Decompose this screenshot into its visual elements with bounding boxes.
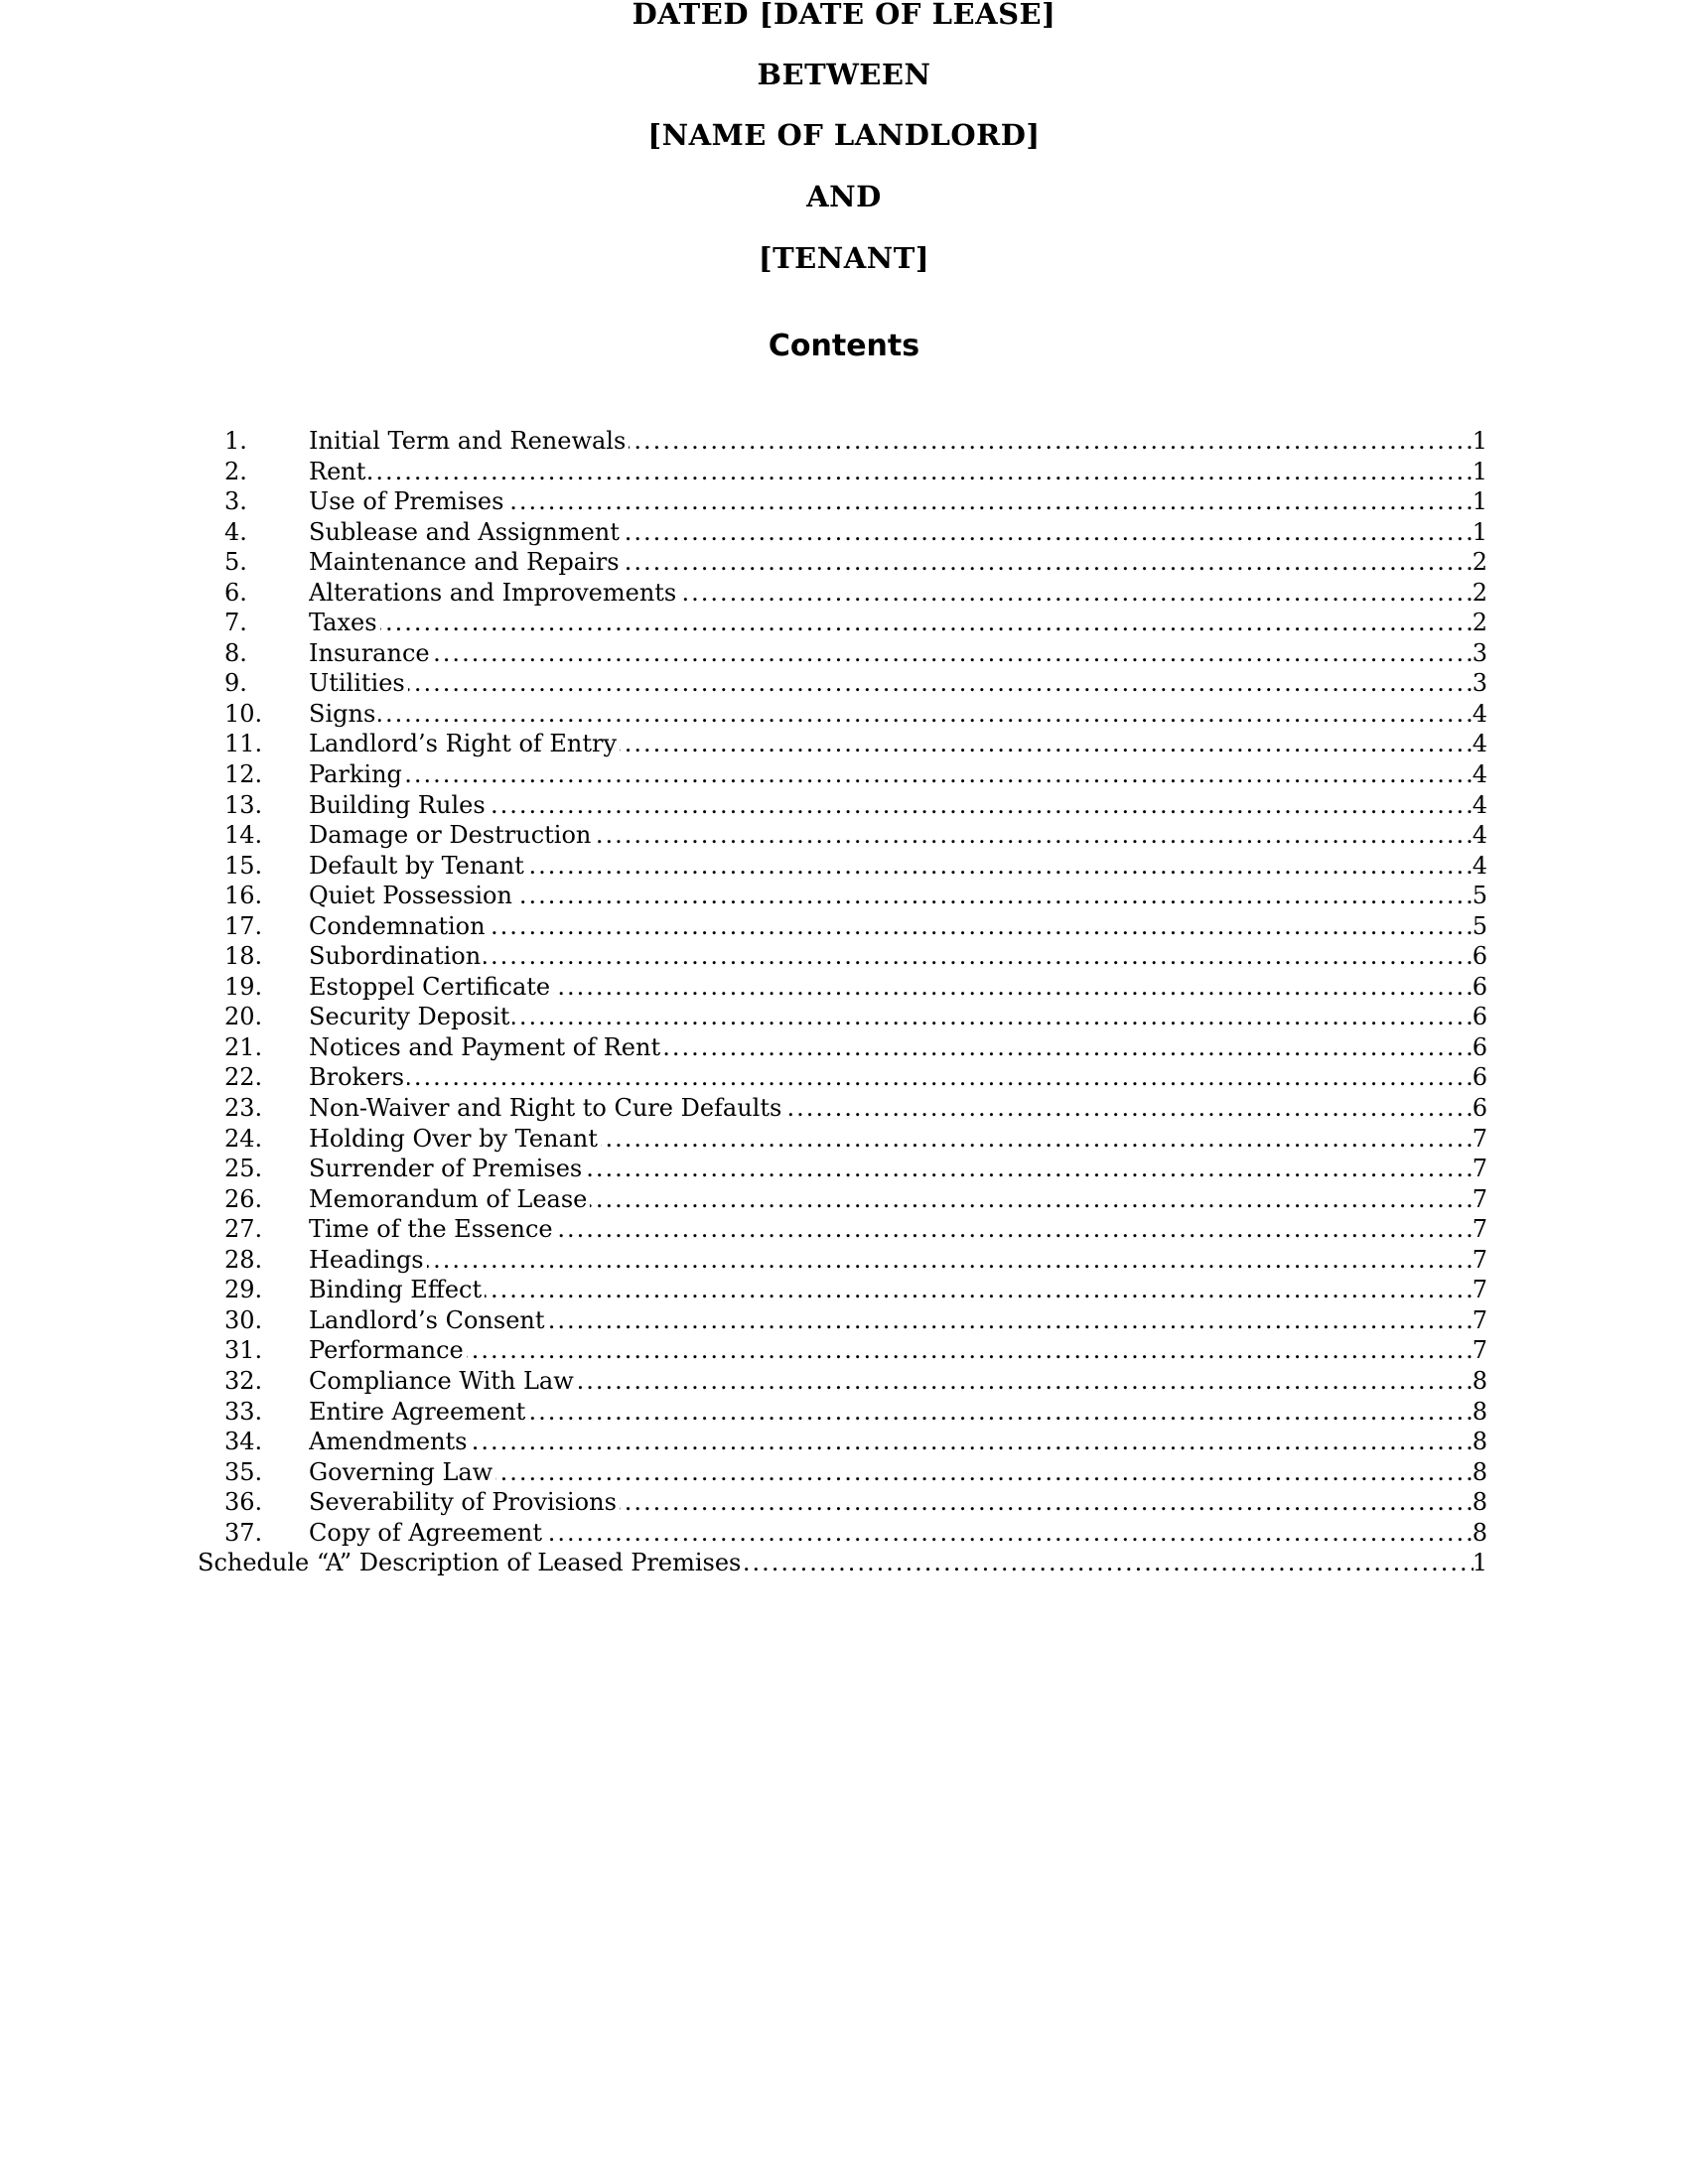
toc-entry-label: Landlord’s Right of Entry (309, 730, 620, 757)
toc-entry-title (309, 426, 1474, 457)
toc-entry-number: 28. (224, 1245, 263, 1274)
toc-entry[interactable] (198, 941, 1487, 972)
toc-entry-number: 22. (224, 1063, 263, 1092)
toc-entry-number: 15. (224, 851, 263, 880)
toc-entry-number: 31. (224, 1336, 263, 1365)
toc-entry-number: 33. (224, 1397, 263, 1426)
toc-entry-label: Subordination (309, 942, 484, 970)
toc-entry-title (309, 1487, 1474, 1518)
toc-entry-page: 8 (1472, 1366, 1487, 1395)
toc-entry-page: 8 (1472, 1488, 1487, 1517)
toc-entry-number: 24. (224, 1124, 263, 1153)
toc-entry-page: 7 (1472, 1245, 1487, 1274)
toc-entry-title (309, 941, 1474, 972)
between-line: BETWEEN (757, 58, 931, 91)
toc-entry-label: Alterations and Improvements (309, 579, 679, 607)
landlord-line: [NAME OF LANDLORD] (647, 118, 1041, 152)
toc-entry-page: 7 (1472, 1276, 1487, 1304)
toc-entry[interactable] (198, 759, 1487, 790)
toc-entry-label: Time of the Essence (309, 1215, 556, 1243)
toc-entry-number: 5. (224, 548, 247, 577)
toc-entry[interactable] (198, 1397, 1487, 1428)
toc-entry-number: 27. (224, 1215, 263, 1244)
toc-entry-label: Governing Law (309, 1458, 495, 1486)
toc-entry-title (309, 1245, 1474, 1276)
toc-entry[interactable] (198, 1245, 1487, 1276)
toc-entry-number: 36. (224, 1488, 263, 1517)
toc-entry-title (309, 1032, 1474, 1063)
toc-entry-label: Security Deposit (309, 1003, 512, 1030)
toc-entry-label: Use of Premises (309, 487, 506, 515)
dated-line: DATED [DATE OF LEASE] (632, 0, 1056, 31)
toc-entry[interactable] (198, 1457, 1487, 1488)
toc-entry-title (309, 1062, 1474, 1093)
toc-entry-number: 34. (224, 1428, 263, 1456)
toc-entry-number: 19. (224, 972, 263, 1001)
toc-entry-label: Signs (309, 700, 378, 728)
toc-entry-page: 5 (1472, 911, 1487, 940)
toc-entry[interactable] (198, 578, 1487, 609)
toc-entry[interactable] (198, 638, 1487, 669)
toc-entry-label: Holding Over by Tenant (309, 1125, 601, 1153)
toc-entry[interactable] (198, 820, 1487, 851)
toc-entry-number: 37. (224, 1518, 263, 1547)
toc-entry-label: Quiet Possession (309, 882, 515, 909)
toc-entry-title (309, 1335, 1474, 1366)
toc-entry[interactable] (198, 1214, 1487, 1245)
toc-entry[interactable] (198, 1124, 1487, 1155)
toc-entry-page: 6 (1472, 1094, 1487, 1123)
toc-entry-page: 8 (1472, 1457, 1487, 1486)
toc-entry-title (309, 1275, 1474, 1305)
toc-entry-label: Non-Waiver and Right to Cure Defaults (309, 1094, 784, 1122)
toc-entry-label: Utilities (309, 669, 408, 697)
toc-entry-number: 30. (224, 1305, 263, 1334)
toc-entry[interactable] (198, 972, 1487, 1003)
toc-entry-number: 3. (224, 487, 247, 516)
toc-entry-number: 26. (224, 1184, 263, 1213)
toc-entry-label: Surrender of Premises (309, 1155, 585, 1182)
toc-entry-title (309, 790, 1474, 821)
toc-entry-label: Condemnation (309, 912, 489, 940)
toc-entry-number: 23. (224, 1094, 263, 1123)
toc-entry[interactable] (198, 699, 1487, 730)
toc-entry-page: 4 (1472, 851, 1487, 880)
toc-entry-page: 7 (1472, 1305, 1487, 1334)
toc-entry-number: 35. (224, 1457, 263, 1486)
toc-entry-title (309, 729, 1474, 759)
toc-entry-label: Landlord’s Consent (309, 1306, 548, 1334)
toc-entry-title (309, 911, 1474, 942)
toc-entry-page: 7 (1472, 1155, 1487, 1183)
toc-entry-number: 7. (224, 609, 247, 637)
toc-entry-title (309, 851, 1474, 882)
toc-entry-page: 4 (1472, 821, 1487, 850)
toc-entry[interactable] (198, 1305, 1487, 1336)
toc-entry-number: 21. (224, 1032, 263, 1061)
toc-entry-label: Notices and Payment of Rent (309, 1033, 663, 1061)
toc-entry-page: 2 (1472, 609, 1487, 637)
toc-entry-number: 18. (224, 942, 263, 971)
toc-entry-page: 6 (1472, 1032, 1487, 1061)
toc-entry-page: 4 (1472, 730, 1487, 758)
contents-title: Contents (768, 329, 920, 363)
toc-entry-label: Sublease and Assignment (309, 518, 623, 546)
toc-entry-page: 1 (1472, 457, 1487, 485)
toc-entry-page: 7 (1472, 1336, 1487, 1365)
toc-entry-page: 7 (1472, 1184, 1487, 1213)
toc-entry-number: 20. (224, 1003, 263, 1031)
toc-entry-page: 1 (1472, 1549, 1487, 1577)
toc-entry-page: 4 (1472, 790, 1487, 819)
toc-entry-page: 7 (1472, 1124, 1487, 1153)
toc-entry[interactable] (198, 1184, 1487, 1215)
toc-entry-number: 8. (224, 638, 247, 667)
toc-entry[interactable] (198, 1518, 1487, 1549)
toc-entry-title (309, 1305, 1474, 1336)
toc-entry-title (309, 1518, 1474, 1549)
toc-entry-page: 8 (1472, 1428, 1487, 1456)
toc-entry-label: Building Rules (309, 791, 489, 819)
toc-entry-title (309, 1427, 1474, 1457)
toc-entry-title (309, 1397, 1474, 1428)
toc-entry-title (309, 1093, 1474, 1124)
toc-entry-number: 14. (224, 821, 263, 850)
table-of-contents (198, 426, 1487, 1578)
toc-entry-number: 2. (224, 457, 247, 485)
toc-entry[interactable] (198, 547, 1487, 578)
toc-entry-page: 6 (1472, 1003, 1487, 1031)
toc-entry-page: 7 (1472, 1215, 1487, 1244)
toc-entry-page: 3 (1472, 638, 1487, 667)
toc-entry-page: 3 (1472, 669, 1487, 698)
toc-entry-title (309, 486, 1474, 517)
toc-entry-title (309, 1214, 1474, 1245)
toc-entry-number: 6. (224, 578, 247, 607)
toc-entry-page: 2 (1472, 548, 1487, 577)
toc-entry-title (309, 759, 1474, 790)
toc-entry-number: 11. (224, 730, 263, 758)
toc-entry-number: 12. (224, 760, 263, 789)
toc-entry-title (309, 608, 1474, 638)
toc-entry-label: Entire Agreement (309, 1398, 528, 1426)
toc-entry-number: 16. (224, 882, 263, 910)
toc-entry-title (309, 578, 1474, 609)
toc-entry-title (309, 1184, 1474, 1215)
toc-entry-title (309, 972, 1474, 1003)
toc-entry-label: Maintenance and Repairs (309, 548, 623, 576)
toc-entry[interactable] (198, 1427, 1487, 1457)
toc-entry-title (309, 638, 1474, 669)
toc-entry-number: 9. (224, 669, 247, 698)
toc-entry[interactable] (198, 1275, 1487, 1305)
toc-entry-page: 6 (1472, 942, 1487, 971)
toc-entry-page: 8 (1472, 1518, 1487, 1547)
toc-entry-label: Headings (309, 1246, 427, 1274)
toc-entry[interactable] (198, 1032, 1487, 1063)
toc-entry-title (309, 517, 1474, 548)
toc-entry-page: 2 (1472, 578, 1487, 607)
toc-entry-number: 25. (224, 1155, 263, 1183)
toc-entry-label: Estoppel Certificate (309, 973, 553, 1001)
toc-schedule-entry[interactable] (198, 1548, 1487, 1578)
toc-entry-label: Insurance (309, 639, 433, 667)
toc-entry-page: 6 (1472, 1063, 1487, 1092)
toc-entry-number: 10. (224, 699, 263, 728)
toc-entry-title (309, 1366, 1474, 1397)
toc-entry-title (309, 1154, 1474, 1184)
and-line: AND (806, 180, 882, 213)
toc-entry-title (198, 1548, 1474, 1578)
toc-entry[interactable] (198, 851, 1487, 882)
toc-entry-page: 4 (1472, 699, 1487, 728)
toc-entry[interactable] (198, 1366, 1487, 1397)
toc-entry-number: 17. (224, 911, 263, 940)
toc-entry-page: 1 (1472, 427, 1487, 455)
toc-entry-label: Performance (309, 1336, 467, 1364)
toc-entry[interactable] (198, 457, 1487, 487)
toc-entry-page: 8 (1472, 1397, 1487, 1426)
toc-entry-number: 29. (224, 1276, 263, 1304)
toc-entry-label: Brokers (309, 1063, 407, 1091)
toc-entry-page: 1 (1472, 487, 1487, 516)
toc-entry-title (309, 820, 1474, 851)
toc-entry-page: 6 (1472, 972, 1487, 1001)
toc-entry-number: 4. (224, 517, 247, 546)
toc-entry-label: Parking (309, 760, 405, 788)
toc-entry-label: Default by Tenant (309, 852, 527, 880)
toc-entry-label: Memorandum of Lease (309, 1185, 590, 1213)
tenant-line: [TENANT] (758, 241, 930, 275)
toc-entry[interactable] (198, 1154, 1487, 1184)
toc-entry-label: Amendments (309, 1428, 471, 1455)
toc-entry[interactable] (198, 426, 1487, 457)
toc-entry-label: Taxes (309, 609, 380, 636)
toc-entry[interactable] (198, 1335, 1487, 1366)
toc-entry-page: 4 (1472, 760, 1487, 789)
toc-entry[interactable] (198, 1002, 1487, 1032)
toc-entry-label: Rent (309, 458, 368, 485)
toc-entry-page: 1 (1472, 517, 1487, 546)
toc-entry-number: 13. (224, 790, 263, 819)
toc-entry-number: 1. (224, 427, 247, 455)
toc-entry[interactable] (198, 1062, 1487, 1093)
toc-entry-label: Copy of Agreement (309, 1519, 545, 1547)
toc-entry-label: Initial Term and Renewals (309, 427, 629, 455)
toc-entry-title (309, 881, 1474, 911)
toc-entry[interactable] (198, 486, 1487, 517)
toc-entry-title (309, 1002, 1474, 1032)
toc-entry[interactable] (198, 517, 1487, 548)
toc-entry-title (309, 547, 1474, 578)
toc-entry[interactable] (198, 790, 1487, 821)
toc-entry[interactable] (198, 1487, 1487, 1518)
toc-entry-title (309, 1457, 1474, 1488)
toc-entry[interactable] (198, 608, 1487, 638)
toc-entry-label: Schedule “A” Description of Leased Premises (198, 1549, 744, 1576)
toc-entry-title (309, 699, 1474, 730)
toc-entry-title (309, 1124, 1474, 1155)
toc-entry-label: Compliance With Law (309, 1367, 577, 1395)
toc-entry-number: 32. (224, 1366, 263, 1395)
toc-entry[interactable] (198, 729, 1487, 759)
toc-entry-title (309, 457, 1474, 487)
toc-entry[interactable] (198, 1093, 1487, 1124)
toc-entry[interactable] (198, 881, 1487, 911)
toc-entry-label: Binding Effect (309, 1276, 485, 1303)
toc-entry-label: Damage or Destruction (309, 821, 594, 849)
toc-entry-label: Severability of Provisions (309, 1488, 620, 1516)
toc-entry[interactable] (198, 911, 1487, 942)
toc-entry-title (309, 668, 1474, 699)
toc-entry-page: 5 (1472, 882, 1487, 910)
toc-entry[interactable] (198, 668, 1487, 699)
